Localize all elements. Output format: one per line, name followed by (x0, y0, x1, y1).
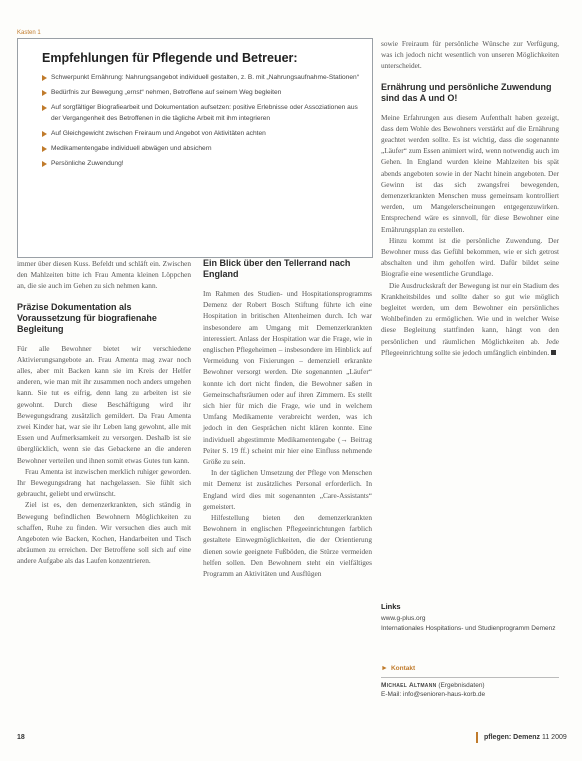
paragraph: immer über diesen Kuss. Befeldt und schläft ein. Zwischen den Mahlzeiten bitte ich Frau Amenta kleinen Löppchen an, die sie auch im Gehen zu sich nehmen kann. (17, 259, 191, 291)
contact-email[interactable]: E-Mail: info@senioren-haus-korb.de (381, 691, 486, 698)
recommendation-text: Persönliche Zuwendung! (51, 160, 124, 167)
section-heading: Ein Blick über den Tellerrand nach England (203, 258, 351, 279)
recommendation-text: Medikamentengabe individuell abwägen und absichern (51, 145, 212, 152)
recommendation-text: Schwerpunkt Ernährung: Nahrungsangebot individuell gestalten, z. B. mit „Nahrungsaufnahme-Stationen“ (51, 74, 359, 81)
triangle-bullet-icon (42, 105, 47, 111)
section-heading: Ernährung und persönliche Zuwendung sind das A und O! (381, 81, 552, 103)
issue-number: 11 2009 (541, 734, 567, 741)
recommendations-title: Empfehlungen für Pflegende und Betreuer: (42, 51, 298, 65)
recommendation-item (42, 87, 360, 98)
arrow-right-icon: ► (381, 665, 388, 672)
recommendation-item (42, 102, 360, 124)
recommendation-item (42, 128, 360, 139)
recommendations-box (17, 38, 373, 258)
paragraph (381, 280, 559, 358)
footer-accent-bar (476, 732, 478, 743)
paragraph: Frau Amenta ist inzwischen merklich ruhiger geworden. Ihr Bewegungsdrang hat nachgelassen. Sie fühlt sich gebraucht, geliebt und erwünscht. (17, 466, 191, 499)
recommendation-text: Auf sorgfältiger Biografiearbeit und Dokumentation aufsetzen: positive Erlebnisse oder Assoziationen aus der Vergangenheit des Betroffenen in die tägliche Arbeit mit ihm integrieren (51, 104, 358, 122)
triangle-bullet-icon (42, 146, 47, 152)
recommendation-text: Auf Gleichgewicht zwischen Freiraum und Angebot von Aktivitäten achten (51, 130, 266, 137)
triangle-bullet-icon (42, 75, 47, 81)
paragraph: Hilfestellung bieten den demenzerkrankten Bewohnern in englischen Pflegeeinrichtungen farblich gestaltete Einwegmöglichkeiten, die der Orientierung dienen sowie geeignete Fußböden, die Stürze vermeiden helfen sollen. Den Bewohnern steht ein vielfältiges Programm an Aktivitäten und Ausflügen (203, 513, 372, 579)
section-heading: Präzise Dokumentation als Voraussetzung für biografienahe Begleitung (17, 301, 157, 334)
paragraph: In der täglichen Umsetzung der Pflege von Menschen mit Demenz ist zusätzliches Personal erforderlich. In England wird dies mit sogenannten „Care-Assistants“ gemeistert. (203, 468, 372, 511)
paragraph: Meine Erfahrungen aus diesem Aufenthalt haben gezeigt, dass dem Wohle des Bewohners verstärkt auf die Ernährung geachtet werden sollte. Es ist wichtig, dass die sogenannte „Läufer“ zum Essen animiert wird, wenn notwendig auch im Gehen. In England wurden kleine Mahlzeiten bis spät abends angeboten sowie in der Nacht hinein angeboten. Der Gewinn ist das sich zwangsfrei bewegenden, demenzerkrankten Menschen muss gemeinsam kontrolliert werden, um Mangelerscheinungen entgegenzuwirken. Entsprechend wäre es sinnvoll, für diese Bewohner eine Ernährungsplan zu erstellen. (381, 112, 559, 234)
links-section (381, 602, 559, 634)
paragraph: Im Rahmen des Studien- und Hospitationsprogramms Demenz der Robert Bosch Stiftung führte ich eine Hospitation in britischen Altenheimen durch. Ich war insbesondere am Umgang mit Demenzerkrankten interessiert. Anlass der Hospitation war die Frage, wie in englischen Pflegeheimen – insbesondere im Hinblick auf Vermeidung von Fixierungen – demenziell erkrankte Bewohner versorgt werden. Die sogenannten „Läufer“ konnte ich dort nicht finden, die Bewohner saßen in Gemeinschaftsräumen oder auf ihren Zimmern. Es stellt sich hier für mich die Frage, wie und in welchem Umfang Medikamente verabreicht werden, was ich jedoch in den Gesprächen nicht klären konnte. Eine individuell abgestimmte Medikamentengabe (→ Beitrag Peiter S. 19 ff.) scheint mir hier eine Einfluss nehmende Größe zu sein. (203, 289, 372, 467)
page-number: 18 (17, 734, 25, 741)
contact-role: (Ergebnisdaten) (438, 681, 485, 689)
box-label: Kasten 1 (17, 30, 41, 36)
column-right (381, 38, 559, 358)
column-middle (203, 258, 372, 579)
contact-person (381, 681, 559, 691)
links-title: Links (381, 602, 401, 611)
paragraph: Hinzu kommt ist die persönliche Zuwendung. Der Bewohner muss das Gefühl bekommen, wie er sich getrost abschalten und ihm geholfen wird. Dafür bildet seine Biografie eine wesentliche Grundlage. (381, 235, 559, 279)
contact-name: Michael Altmann (381, 681, 437, 689)
contact-header (381, 664, 559, 674)
paragraph: sowie Freiraum für persönliche Wünsche zur Verfügung, was ich jedoch nicht wesentlich von unseren Möglichkeiten unterscheidet. (381, 39, 559, 71)
publication-footer (484, 734, 567, 741)
link-url[interactable]: www.g-plus.org (381, 615, 426, 622)
paragraph-text: Die Ausdruckskraft der Bewegung ist nur ein Stadium des Krankheitsbildes und sollte daher so gut wie möglich begleitet werden, um dem Bewohner ein persönliches Wohlbefinden zu ermöglichen. Wie und in welcher Weise diese Begleitung stattfinden kann, hängt von den persönlichen und räumlichen Möglichkeiten ab. Jede Pflegeeinrichtung sollte sie jedoch umfänglich einbinden. (381, 280, 559, 357)
column-left (17, 258, 191, 567)
triangle-bullet-icon (42, 90, 47, 96)
triangle-bullet-icon (42, 131, 47, 137)
divider (381, 677, 559, 678)
end-of-article-mark (551, 350, 556, 355)
publication-name: pflegen: Demenz (484, 734, 541, 741)
recommendation-text: Bedürfnis zur Bewegung „ernst“ nehmen, Betroffene auf seinem Weg begleiten (51, 89, 282, 96)
recommendation-item (42, 158, 360, 169)
triangle-bullet-icon (42, 161, 47, 167)
contact-section (381, 664, 559, 700)
link-description: Internationales Hospitations- und Studienprogramm Demenz (381, 625, 556, 632)
paragraph: Ziel ist es, den demenzerkrankten, sich ständig in Bewegung befindlichen Bewohnern Möglichkeiten zu schaffen, Ruhe zu finden. Wir versuchen dies auch mit Angeboten wie Backen, Kochen, Handarbeiten und Tisch abräumen zu erreichen. Der Betroffene soll sich auf eine andere Aufgabe als das Laufen konzentrieren. (17, 500, 191, 566)
paragraph: Für alle Bewohner bietet wir verschiedene Aktivierungsangebote an. Frau Amenta mag zwar noch alles, aber mit Backen kann sie im Kreis der Helfer anderen, wie man mit ihr zusammen noch anders umgehen kann. Sie tut es eifrig, denn lang zu arbeiten ist sie gewohnt. Durch diese Beschäftigung wird ihr Bewegungsdrang zusätzlich gemildert. Da Frau Amenta zwei Kinder hat, war sie ihr Leben lang gewohnt, alle mit Essen und Aufmerksamkeit zu versorgen. Deshalb ist sie überglücklich, wenn sie das Gebackene an die anderen Bewohner verteilen und ihnen somit etwas Gutes tun kann. (17, 343, 191, 465)
recommendation-item (42, 72, 360, 83)
contact-title: Kontakt (390, 665, 416, 672)
recommendations-list (42, 72, 360, 169)
recommendation-item (42, 143, 360, 154)
